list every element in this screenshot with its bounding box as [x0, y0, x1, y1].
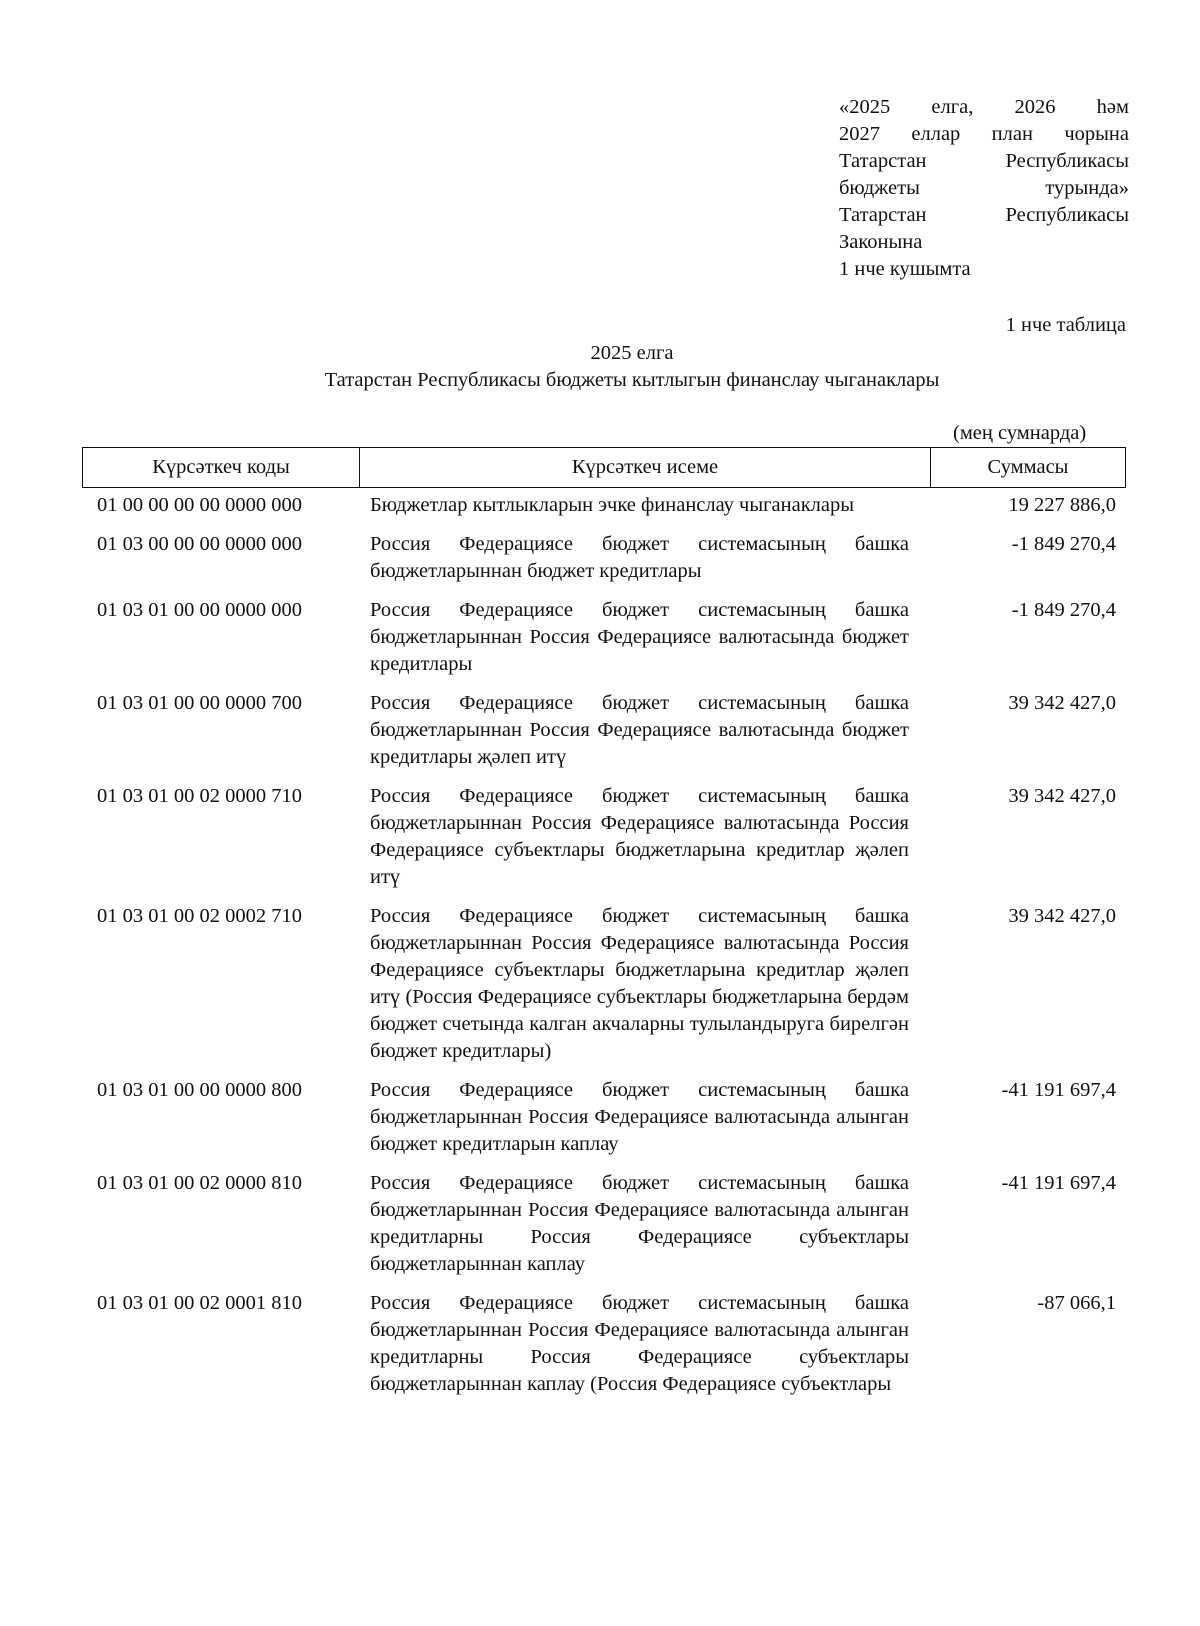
units-note: (мең сумнарда) [953, 422, 1087, 444]
row-code: 01 03 01 00 00 0000 700 [97, 692, 302, 714]
row-name: Россия Федерациясе бюджет системасының башка бюджетларыннан бюджет кредитлары [370, 533, 909, 582]
annex-line: «2025 елга, 2026 һәм [839, 96, 1129, 118]
table-row [82, 903, 1126, 1065]
row-code: 01 03 01 00 02 0001 810 [97, 1292, 302, 1314]
document-title: Татарстан Республикасы бюджеты кытлыгын финанслау чыганаклары [324, 369, 940, 391]
annex-line: 1 нче кушымта [839, 258, 971, 280]
table-body [82, 492, 1126, 1410]
table-row [82, 783, 1126, 891]
row-code: 01 03 01 00 00 0000 800 [97, 1079, 302, 1101]
table-row [82, 597, 1126, 678]
table-row [82, 492, 1126, 519]
row-name: Россия Федерациясе бюджет системасының башка бюджетларыннан Россия Федерациясе валютасында алынган кредитларны Россия Федерациясе субъектлары бюджетларыннан каплау [370, 1172, 909, 1275]
row-name: Россия Федерациясе бюджет системасының башка бюджетларыннан Россия Федерациясе валютасында алынган бюджет кредитларын каплау [370, 1079, 909, 1155]
row-code: 01 03 01 00 02 0002 710 [97, 905, 302, 927]
row-amount: -41 191 697,4 [1001, 1079, 1116, 1101]
document-title-year: 2025 елга [590, 342, 674, 364]
table-row [82, 690, 1126, 771]
table-row [82, 531, 1126, 585]
row-amount: 39 342 427,0 [1008, 785, 1116, 807]
row-amount: 39 342 427,0 [1008, 692, 1116, 714]
row-name: Россия Федерациясе бюджет системасының башка бюджетларыннан Россия Федерациясе валютасында Россия Федерациясе субъектлары бюджетларына кредитлар җәлеп итү [370, 785, 909, 888]
row-name: Бюджетлар кытлыкларын эчке финанслау чыганаклары [370, 494, 855, 516]
row-code: 01 03 01 00 02 0000 810 [97, 1172, 302, 1194]
header-amount: Суммасы [987, 456, 1069, 478]
table-row [82, 1077, 1126, 1158]
row-name: Россия Федерациясе бюджет системасының башка бюджетларыннан Россия Федерациясе валютасында Россия Федерациясе субъектлары бюджетларына кредитлар җәлеп итү (Россия Федерациясе субъектлары бюджетларына бердәм бюджет счетында калган акчаларны тулыландыруга бирелгән бюджет кредитлары) [370, 905, 909, 1062]
table-number: 1 нче таблица [1005, 314, 1126, 336]
row-amount: 39 342 427,0 [1008, 905, 1116, 927]
table-header [82, 447, 1126, 488]
row-code: 01 03 00 00 00 0000 000 [97, 533, 302, 555]
annex-line: Татарстан Республикасы [839, 204, 1129, 226]
row-amount: -41 191 697,4 [1001, 1172, 1116, 1194]
row-name: Россия Федерациясе бюджет системасының башка бюджетларыннан Россия Федерациясе валютасында бюджет кредитлары [370, 599, 909, 675]
row-amount: -1 849 270,4 [1011, 599, 1116, 621]
annex-line: Законына [839, 231, 923, 253]
table-row [82, 1170, 1126, 1278]
header-code: Күрсәткеч коды [83, 448, 360, 487]
table-row [82, 1290, 1126, 1398]
row-name: Россия Федерациясе бюджет системасының башка бюджетларыннан Россия Федерациясе валютасында бюджет кредитлары җәлеп итү [370, 692, 909, 768]
row-code: 01 03 01 00 02 0000 710 [97, 785, 302, 807]
annex-line: Татарстан Республикасы [839, 150, 1129, 172]
row-code: 01 00 00 00 00 0000 000 [97, 494, 302, 516]
header-name: Күрсәткеч исеме [360, 448, 931, 487]
row-amount: 19 227 886,0 [1008, 494, 1116, 516]
row-code: 01 03 01 00 00 0000 000 [97, 599, 302, 621]
row-amount: -87 066,1 [1037, 1292, 1116, 1314]
annex-note [839, 94, 1129, 283]
annex-line: бюджеты турында» [839, 177, 1129, 199]
row-name: Россия Федерациясе бюджет системасының башка бюджетларыннан Россия Федерациясе валютасында алынган кредитларны Россия Федерациясе субъектлары бюджетларыннан каплау (Россия Федерациясе субъектлары [370, 1292, 909, 1395]
row-amount: -1 849 270,4 [1011, 533, 1116, 555]
annex-line: 2027 еллар план чорына [839, 123, 1129, 145]
